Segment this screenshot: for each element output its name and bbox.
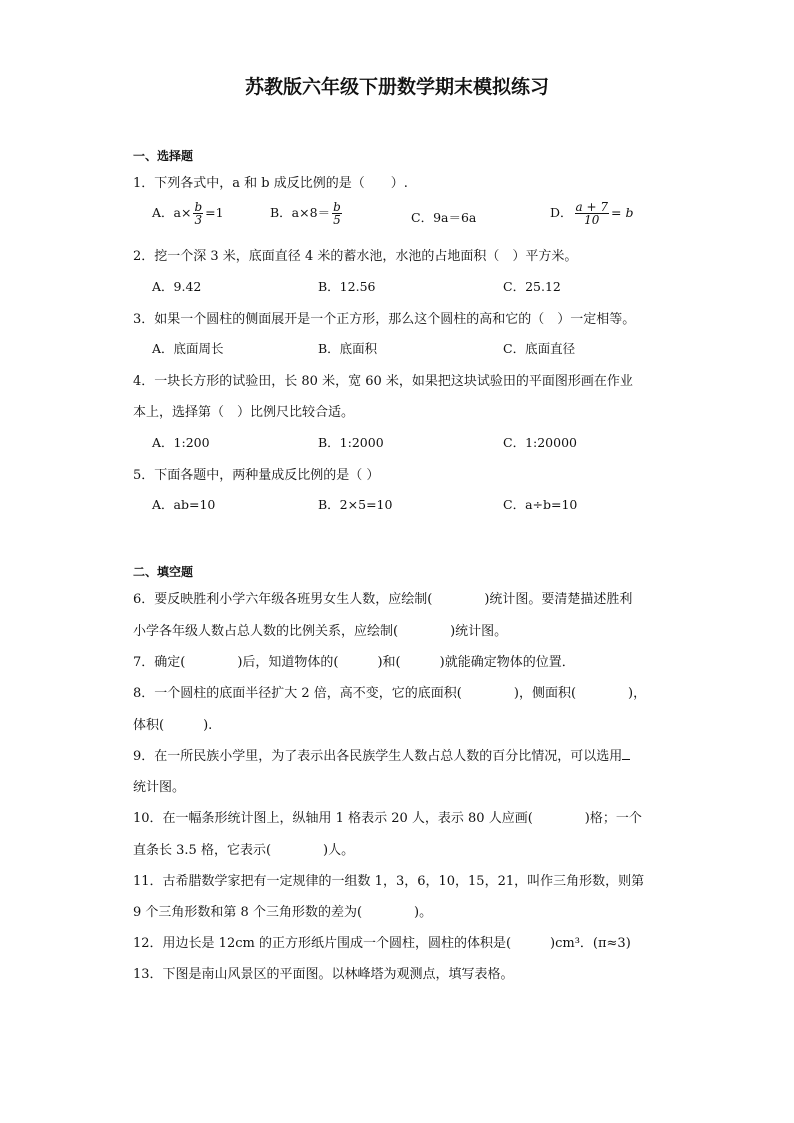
answer-blank [622, 747, 630, 760]
question-13: 13．下图是南山风景区的平面图。以林峰塔为观测点，填写表格。 [133, 967, 514, 982]
option-a-label: A．a× [152, 205, 192, 220]
fraction-numerator: b [333, 200, 341, 214]
fraction-b-over-5 [332, 201, 342, 226]
question-4-option-a: A．1:200 [152, 435, 210, 450]
fraction-numerator: b [194, 200, 203, 214]
option-d-label: D． [550, 205, 573, 220]
fraction-denominator: 10 [584, 213, 600, 227]
question-5-option-c: C．a÷b=10 [503, 497, 578, 512]
question-8-line1: 8．一个圆柱的底面半径扩大 2 倍，高不变，它的底面积( )，侧面积( )， [133, 686, 647, 701]
question-1-option-a [152, 201, 224, 226]
question-2-stem: 2．挖一个深 3 米，底面直径 4 米的蓄水池，水池的占地面积（ ）平方米。 [133, 249, 578, 264]
question-4-option-c: C．1:20000 [503, 435, 577, 450]
question-5-option-a: A．ab=10 [152, 497, 216, 512]
option-a-tail: =1 [205, 205, 224, 220]
option-d-tail: = b [611, 205, 634, 220]
section-heading-choice: 一、选择题 [133, 149, 194, 163]
question-3-option-a: A．底面周长 [152, 341, 224, 356]
option-b-label: B．a×8＝ [270, 205, 331, 220]
question-3-option-b: B．底面积 [318, 341, 378, 356]
question-2-option-b: B．12.56 [318, 279, 376, 294]
question-9-text: 9．在一所民族小学里，为了表示出各民族学生人数占总人数的百分比情况，可以选用 [133, 749, 623, 764]
question-11-line2: 9 个三角形数和第 8 个三角形数的差为( )。 [133, 905, 433, 920]
question-12: 12．用边长是 12cm 的正方形纸片围成一个圆柱，圆柱的体积是( )cm³．(π≈3) [133, 936, 631, 951]
question-1-stem: 1．下列各式中，a 和 b 成反比例的是（ ）. [133, 176, 408, 191]
question-1-option-d [550, 201, 633, 226]
question-6-line1: 6．要反映胜利小学六年级各班男女生人数，应绘制( )统计图。要清楚描述胜利 [133, 592, 633, 607]
fraction-numerator: a + 7 [575, 200, 609, 214]
question-10-line1: 10．在一幅条形统计图上，纵轴用 1 格表示 20 人，表示 80 人应画( )格；一个 [133, 811, 642, 826]
question-4-stem-line2: 本上，选择第（ ）比例尺比较合适。 [133, 405, 355, 420]
fraction-denominator: 5 [333, 213, 341, 227]
question-3-stem: 3．如果一个圆柱的侧面展开是一个正方形，那么这个圆柱的高和它的（ ）一定相等。 [133, 312, 636, 327]
question-1-option-b [270, 201, 344, 226]
question-2-option-c: C．25.12 [503, 279, 561, 294]
fraction-denominator: 3 [194, 213, 203, 227]
question-9-line1 [133, 745, 630, 764]
question-4-stem-line1: 4．一块长方形的试验田，长 80 米，宽 60 米，如果把这块试验田的平面图形画在作业 [133, 374, 633, 389]
fraction-b-over-3 [193, 201, 203, 226]
question-3-option-c: C．底面直径 [503, 341, 576, 356]
section-heading-fill-in: 二、填空题 [133, 565, 194, 579]
fraction-a-plus-7-over-10 [575, 201, 609, 226]
question-9-line2: 统计图。 [133, 780, 186, 795]
question-7: 7．确定( )后，知道物体的( )和( )就能确定物体的位置． [133, 655, 575, 670]
question-6-line2: 小学各年级人数占总人数的比例关系，应绘制( )统计图。 [133, 624, 508, 639]
question-10-line2: 直条长 3.5 格，它表示( )人。 [133, 843, 355, 858]
question-2-option-a: A．9.42 [152, 279, 202, 294]
question-1-option-c: C．9a＝6a [411, 210, 477, 225]
question-5-option-b: B．2×5=10 [318, 497, 393, 512]
question-8-line2: 体积( ). [133, 718, 213, 733]
page-title: 苏教版六年级下册数学期末模拟练习 [244, 76, 549, 98]
question-4-option-b: B．1:2000 [318, 435, 384, 450]
question-5-stem: 5．下面各题中，两种量成反比例的是（ ） [133, 468, 380, 483]
question-11-line1: 11．古希腊数学家把有一定规律的一组数 1，3，6，10，15，21，叫作三角形数，则第 [133, 874, 645, 889]
